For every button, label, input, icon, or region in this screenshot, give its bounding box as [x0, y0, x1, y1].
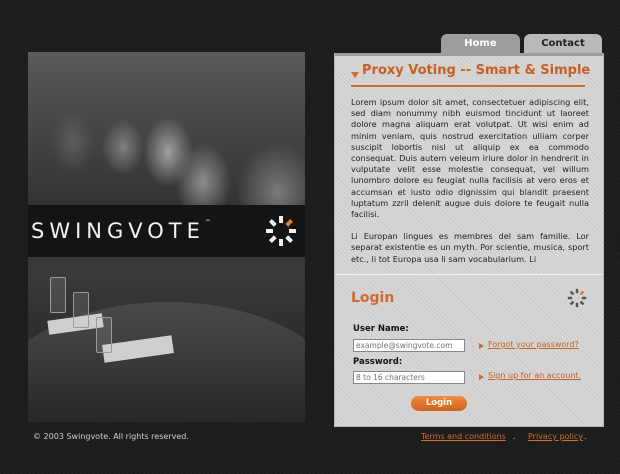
intro-body-text: [351, 97, 589, 265]
intro-paragraph: Lorem ipsum dolor sit amet, consectetuer adipiscing elit, sed diam nonummy nibh euismod tincidunt ut laoreet dolore magna aliquam erat volutpat. Ut wisi enim ad minim veniam, quis nostrud exercitation ulliam corper suscipit lobortis nisl ut aliquip ex ea commodo consequat. Duis autem veleum iriure dolor in hendrerit in vulputate velit esse molestie consequat, vel willum lunombro dolore eu feugiat nulla facilisis at vero eros et accumsan et iusto odio dignissim qui blandit praesent luptatum zzril delenit augue duis dolore te feugait nulla facilisi.: [351, 97, 589, 220]
arrow-right-icon: [479, 343, 484, 349]
triangle-down-icon: [351, 72, 359, 78]
heading-text: Proxy Voting -- Smart & Simple: [362, 63, 591, 78]
username-label: User Name:: [353, 324, 409, 334]
footer-end-dot: .: [584, 432, 587, 441]
password-input[interactable]: [353, 371, 465, 384]
login-button[interactable]: Login: [411, 396, 467, 411]
terms-link[interactable]: Terms and conditions: [421, 432, 506, 441]
water-glass: [73, 292, 89, 328]
password-label: Password:: [353, 357, 403, 367]
privacy-link[interactable]: Privacy policy: [528, 432, 584, 441]
copyright-text: © 2003 Swingvote. All rights reserved.: [33, 432, 189, 441]
arrow-right-icon: [479, 374, 484, 380]
brand-name: SWINGVOTE: [31, 219, 205, 243]
content-panel: [334, 53, 604, 427]
swingvote-small-logo-icon: [566, 287, 588, 309]
brand-logo-text: [31, 219, 211, 243]
water-glass: [50, 277, 66, 313]
tab-home[interactable]: Home: [441, 34, 520, 53]
footer-separator: .: [513, 432, 516, 441]
intro-section: [336, 57, 602, 275]
signup-link[interactable]: Sign up for an account.: [488, 371, 582, 380]
username-input[interactable]: [353, 339, 465, 352]
hero-photo: [28, 52, 305, 422]
logo-band: [28, 205, 305, 257]
water-glass: [96, 317, 112, 353]
intro-paragraph: Li Europan lingues es membres del sam familie. Lor separat existentie es un myth. Por scientie, musica, sport etc., li tot Europa usa li sam vocabularium. Li: [351, 231, 589, 264]
trademark-mark: ™: [204, 219, 211, 226]
login-title: Login: [351, 290, 395, 306]
forgot-password-link[interactable]: Forgot your password?: [488, 340, 579, 349]
swingvote-logo-icon: [263, 213, 299, 249]
tab-contact[interactable]: Contact: [524, 34, 602, 53]
section-heading: [351, 63, 591, 87]
